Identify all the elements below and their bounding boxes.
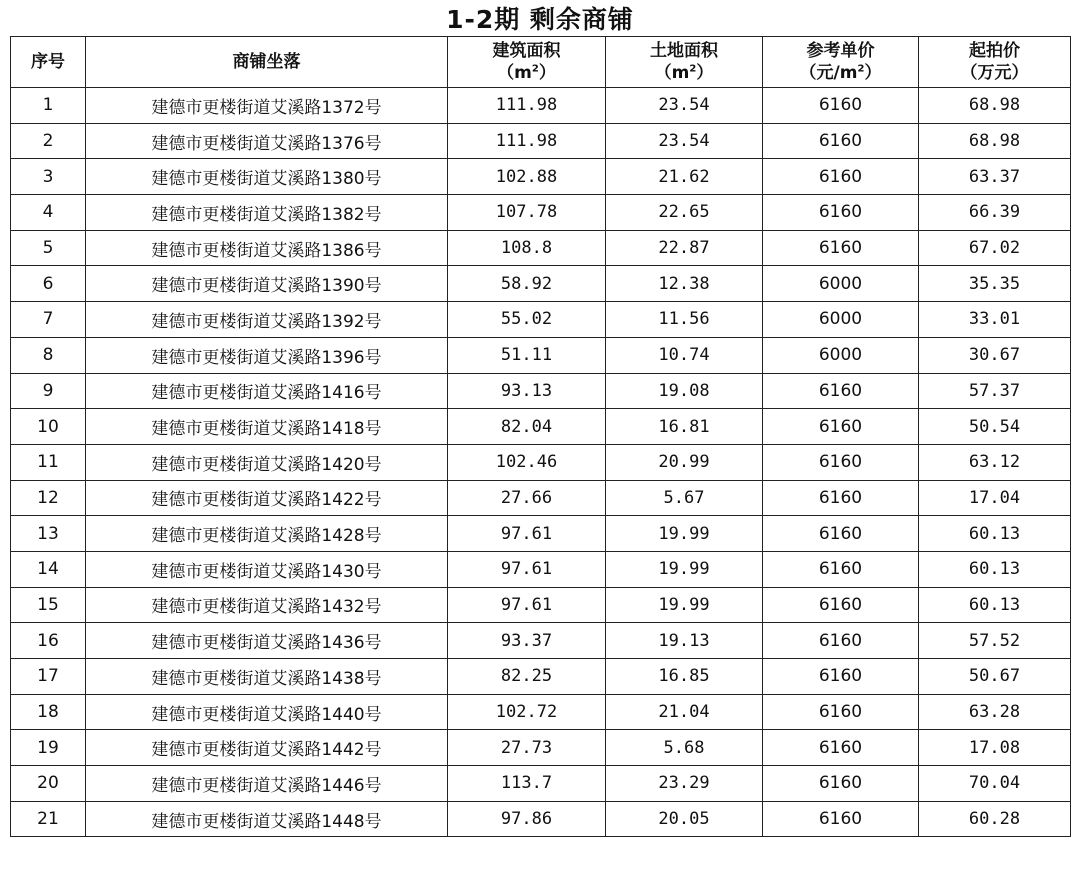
cell-land-area: 19.13 (606, 623, 763, 659)
cell-start-price: 68.98 (919, 123, 1071, 159)
cell-land-area: 5.67 (606, 480, 763, 516)
cell-address: 建德市更楼街道艾溪路1418号 (86, 409, 448, 445)
cell-building-area: 97.61 (448, 516, 606, 552)
cell-land-area: 22.87 (606, 230, 763, 266)
cell-address: 建德市更楼街道艾溪路1416号 (86, 373, 448, 409)
cell-address: 建德市更楼街道艾溪路1380号 (86, 159, 448, 195)
cell-land-area: 5.68 (606, 730, 763, 766)
table-row (11, 694, 1071, 730)
cell-start-price: 50.67 (919, 659, 1071, 695)
cell-land-area: 23.54 (606, 123, 763, 159)
cell-index: 1 (11, 88, 86, 124)
header-land-area-label: 土地面积 (650, 41, 718, 61)
page-title: 1-2期 剩余商铺 (446, 5, 634, 34)
cell-start-price: 57.52 (919, 623, 1071, 659)
cell-ref-price: 6160 (763, 480, 919, 516)
cell-building-area: 27.73 (448, 730, 606, 766)
cell-land-area: 22.65 (606, 195, 763, 231)
cell-ref-price: 6160 (763, 230, 919, 266)
cell-address: 建德市更楼街道艾溪路1432号 (86, 587, 448, 623)
cell-start-price: 70.04 (919, 766, 1071, 802)
cell-address: 建德市更楼街道艾溪路1376号 (86, 123, 448, 159)
cell-index: 13 (11, 516, 86, 552)
header-address: 商铺坐落 (86, 37, 448, 88)
cell-ref-price: 6160 (763, 659, 919, 695)
cell-ref-price: 6000 (763, 266, 919, 302)
header-index: 序号 (11, 37, 86, 88)
cell-start-price: 50.54 (919, 409, 1071, 445)
cell-address: 建德市更楼街道艾溪路1382号 (86, 195, 448, 231)
cell-start-price: 33.01 (919, 302, 1071, 338)
header-ref-price (763, 37, 919, 88)
cell-index: 11 (11, 444, 86, 480)
cell-index: 3 (11, 159, 86, 195)
cell-index: 7 (11, 302, 86, 338)
cell-ref-price: 6160 (763, 551, 919, 587)
cell-address: 建德市更楼街道艾溪路1392号 (86, 302, 448, 338)
cell-ref-price: 6160 (763, 373, 919, 409)
cell-address: 建德市更楼街道艾溪路1422号 (86, 480, 448, 516)
table-row (11, 159, 1071, 195)
table-header-row (11, 37, 1071, 88)
cell-index: 15 (11, 587, 86, 623)
header-building-area-label: 建筑面积 (492, 41, 561, 61)
cell-land-area: 16.85 (606, 659, 763, 695)
cell-building-area: 93.13 (448, 373, 606, 409)
cell-address: 建德市更楼街道艾溪路1430号 (86, 551, 448, 587)
table-row (11, 623, 1071, 659)
cell-start-price: 63.12 (919, 444, 1071, 480)
cell-building-area: 102.46 (448, 444, 606, 480)
cell-index: 8 (11, 337, 86, 373)
cell-start-price: 63.37 (919, 159, 1071, 195)
table-row (11, 88, 1071, 124)
cell-ref-price: 6160 (763, 801, 919, 837)
cell-index: 16 (11, 623, 86, 659)
cell-address: 建德市更楼街道艾溪路1442号 (86, 730, 448, 766)
table-row (11, 766, 1071, 802)
cell-building-area: 97.86 (448, 801, 606, 837)
cell-building-area: 97.61 (448, 587, 606, 623)
cell-address: 建德市更楼街道艾溪路1446号 (86, 766, 448, 802)
cell-start-price: 17.08 (919, 730, 1071, 766)
cell-start-price: 30.67 (919, 337, 1071, 373)
cell-ref-price: 6160 (763, 409, 919, 445)
cell-index: 2 (11, 123, 86, 159)
cell-building-area: 82.25 (448, 659, 606, 695)
cell-land-area: 19.99 (606, 516, 763, 552)
cell-index: 6 (11, 266, 86, 302)
table-row (11, 302, 1071, 338)
cell-ref-price: 6160 (763, 159, 919, 195)
cell-building-area: 111.98 (448, 123, 606, 159)
cell-start-price: 60.13 (919, 551, 1071, 587)
header-start-price-unit: （万元） (960, 63, 1029, 83)
table-row (11, 266, 1071, 302)
cell-building-area: 107.78 (448, 195, 606, 231)
table-row (11, 195, 1071, 231)
cell-building-area: 58.92 (448, 266, 606, 302)
header-start-price (919, 37, 1071, 88)
cell-land-area: 23.29 (606, 766, 763, 802)
cell-index: 21 (11, 801, 86, 837)
cell-ref-price: 6160 (763, 766, 919, 802)
cell-building-area: 111.98 (448, 88, 606, 124)
cell-start-price: 57.37 (919, 373, 1071, 409)
cell-ref-price: 6160 (763, 623, 919, 659)
cell-index: 19 (11, 730, 86, 766)
table-row (11, 409, 1071, 445)
header-building-area (448, 37, 606, 88)
table-row (11, 587, 1071, 623)
cell-index: 20 (11, 766, 86, 802)
header-land-area-unit: $(m^2)$ (654, 63, 714, 83)
cell-index: 5 (11, 230, 86, 266)
cell-building-area: 93.37 (448, 623, 606, 659)
cell-address: 建德市更楼街道艾溪路1448号 (86, 801, 448, 837)
cell-start-price: 63.28 (919, 694, 1071, 730)
cell-start-price: 66.39 (919, 195, 1071, 231)
header-start-price-label: 起拍价 (969, 41, 1020, 61)
cell-ref-price: 6160 (763, 123, 919, 159)
table-row (11, 337, 1071, 373)
cell-start-price: 60.28 (919, 801, 1071, 837)
cell-land-area: 20.05 (606, 801, 763, 837)
cell-land-area: 19.99 (606, 551, 763, 587)
cell-address: 建德市更楼街道艾溪路1440号 (86, 694, 448, 730)
cell-building-area: 102.88 (448, 159, 606, 195)
cell-start-price: 35.35 (919, 266, 1071, 302)
header-land-area (606, 37, 763, 88)
table-body (11, 88, 1071, 837)
cell-building-area: 97.61 (448, 551, 606, 587)
cell-address: 建德市更楼街道艾溪路1372号 (86, 88, 448, 124)
cell-land-area: 21.62 (606, 159, 763, 195)
cell-index: 18 (11, 694, 86, 730)
cell-ref-price: 6160 (763, 730, 919, 766)
cell-building-area: 27.66 (448, 480, 606, 516)
cell-ref-price: 6000 (763, 337, 919, 373)
cell-land-area: 12.38 (606, 266, 763, 302)
cell-ref-price: 6160 (763, 195, 919, 231)
cell-start-price: 60.13 (919, 587, 1071, 623)
cell-index: 17 (11, 659, 86, 695)
cell-address: 建德市更楼街道艾溪路1420号 (86, 444, 448, 480)
cell-address: 建德市更楼街道艾溪路1390号 (86, 266, 448, 302)
table-row (11, 659, 1071, 695)
cell-land-area: 19.08 (606, 373, 763, 409)
cell-ref-price: 6160 (763, 516, 919, 552)
cell-land-area: 19.99 (606, 587, 763, 623)
cell-building-area: 55.02 (448, 302, 606, 338)
cell-building-area: 113.7 (448, 766, 606, 802)
table-row (11, 444, 1071, 480)
cell-address: 建德市更楼街道艾溪路1386号 (86, 230, 448, 266)
cell-building-area: 102.72 (448, 694, 606, 730)
cell-index: 4 (11, 195, 86, 231)
table-row (11, 480, 1071, 516)
table-row (11, 373, 1071, 409)
cell-index: 12 (11, 480, 86, 516)
cell-ref-price: 6160 (763, 587, 919, 623)
cell-ref-price: 6000 (763, 302, 919, 338)
cell-land-area: 10.74 (606, 337, 763, 373)
cell-start-price: 60.13 (919, 516, 1071, 552)
cell-building-area: 82.04 (448, 409, 606, 445)
cell-address: 建德市更楼街道艾溪路1396号 (86, 337, 448, 373)
cell-start-price: 17.04 (919, 480, 1071, 516)
table-row (11, 123, 1071, 159)
cell-building-area: 108.8 (448, 230, 606, 266)
cell-address: 建德市更楼街道艾溪路1438号 (86, 659, 448, 695)
cell-ref-price: 6160 (763, 444, 919, 480)
table-row (11, 730, 1071, 766)
table-row (11, 230, 1071, 266)
cell-land-area: 20.99 (606, 444, 763, 480)
shops-table (10, 36, 1071, 837)
cell-index: 14 (11, 551, 86, 587)
table-row (11, 516, 1071, 552)
cell-address: 建德市更楼街道艾溪路1436号 (86, 623, 448, 659)
table-row (11, 551, 1071, 587)
cell-address: 建德市更楼街道艾溪路1428号 (86, 516, 448, 552)
header-ref-price-unit: （元$/m^2$） (799, 63, 882, 83)
cell-building-area: 51.11 (448, 337, 606, 373)
cell-ref-price: 6160 (763, 694, 919, 730)
cell-start-price: 67.02 (919, 230, 1071, 266)
cell-index: 9 (11, 373, 86, 409)
header-building-area-unit: $(m^2)$ (497, 63, 556, 83)
cell-index: 10 (11, 409, 86, 445)
cell-land-area: 11.56 (606, 302, 763, 338)
cell-start-price: 68.98 (919, 88, 1071, 124)
cell-ref-price: 6160 (763, 88, 919, 124)
table-row (11, 801, 1071, 837)
cell-land-area: 23.54 (606, 88, 763, 124)
cell-land-area: 21.04 (606, 694, 763, 730)
header-ref-price-label: 参考单价 (806, 41, 875, 61)
cell-land-area: 16.81 (606, 409, 763, 445)
